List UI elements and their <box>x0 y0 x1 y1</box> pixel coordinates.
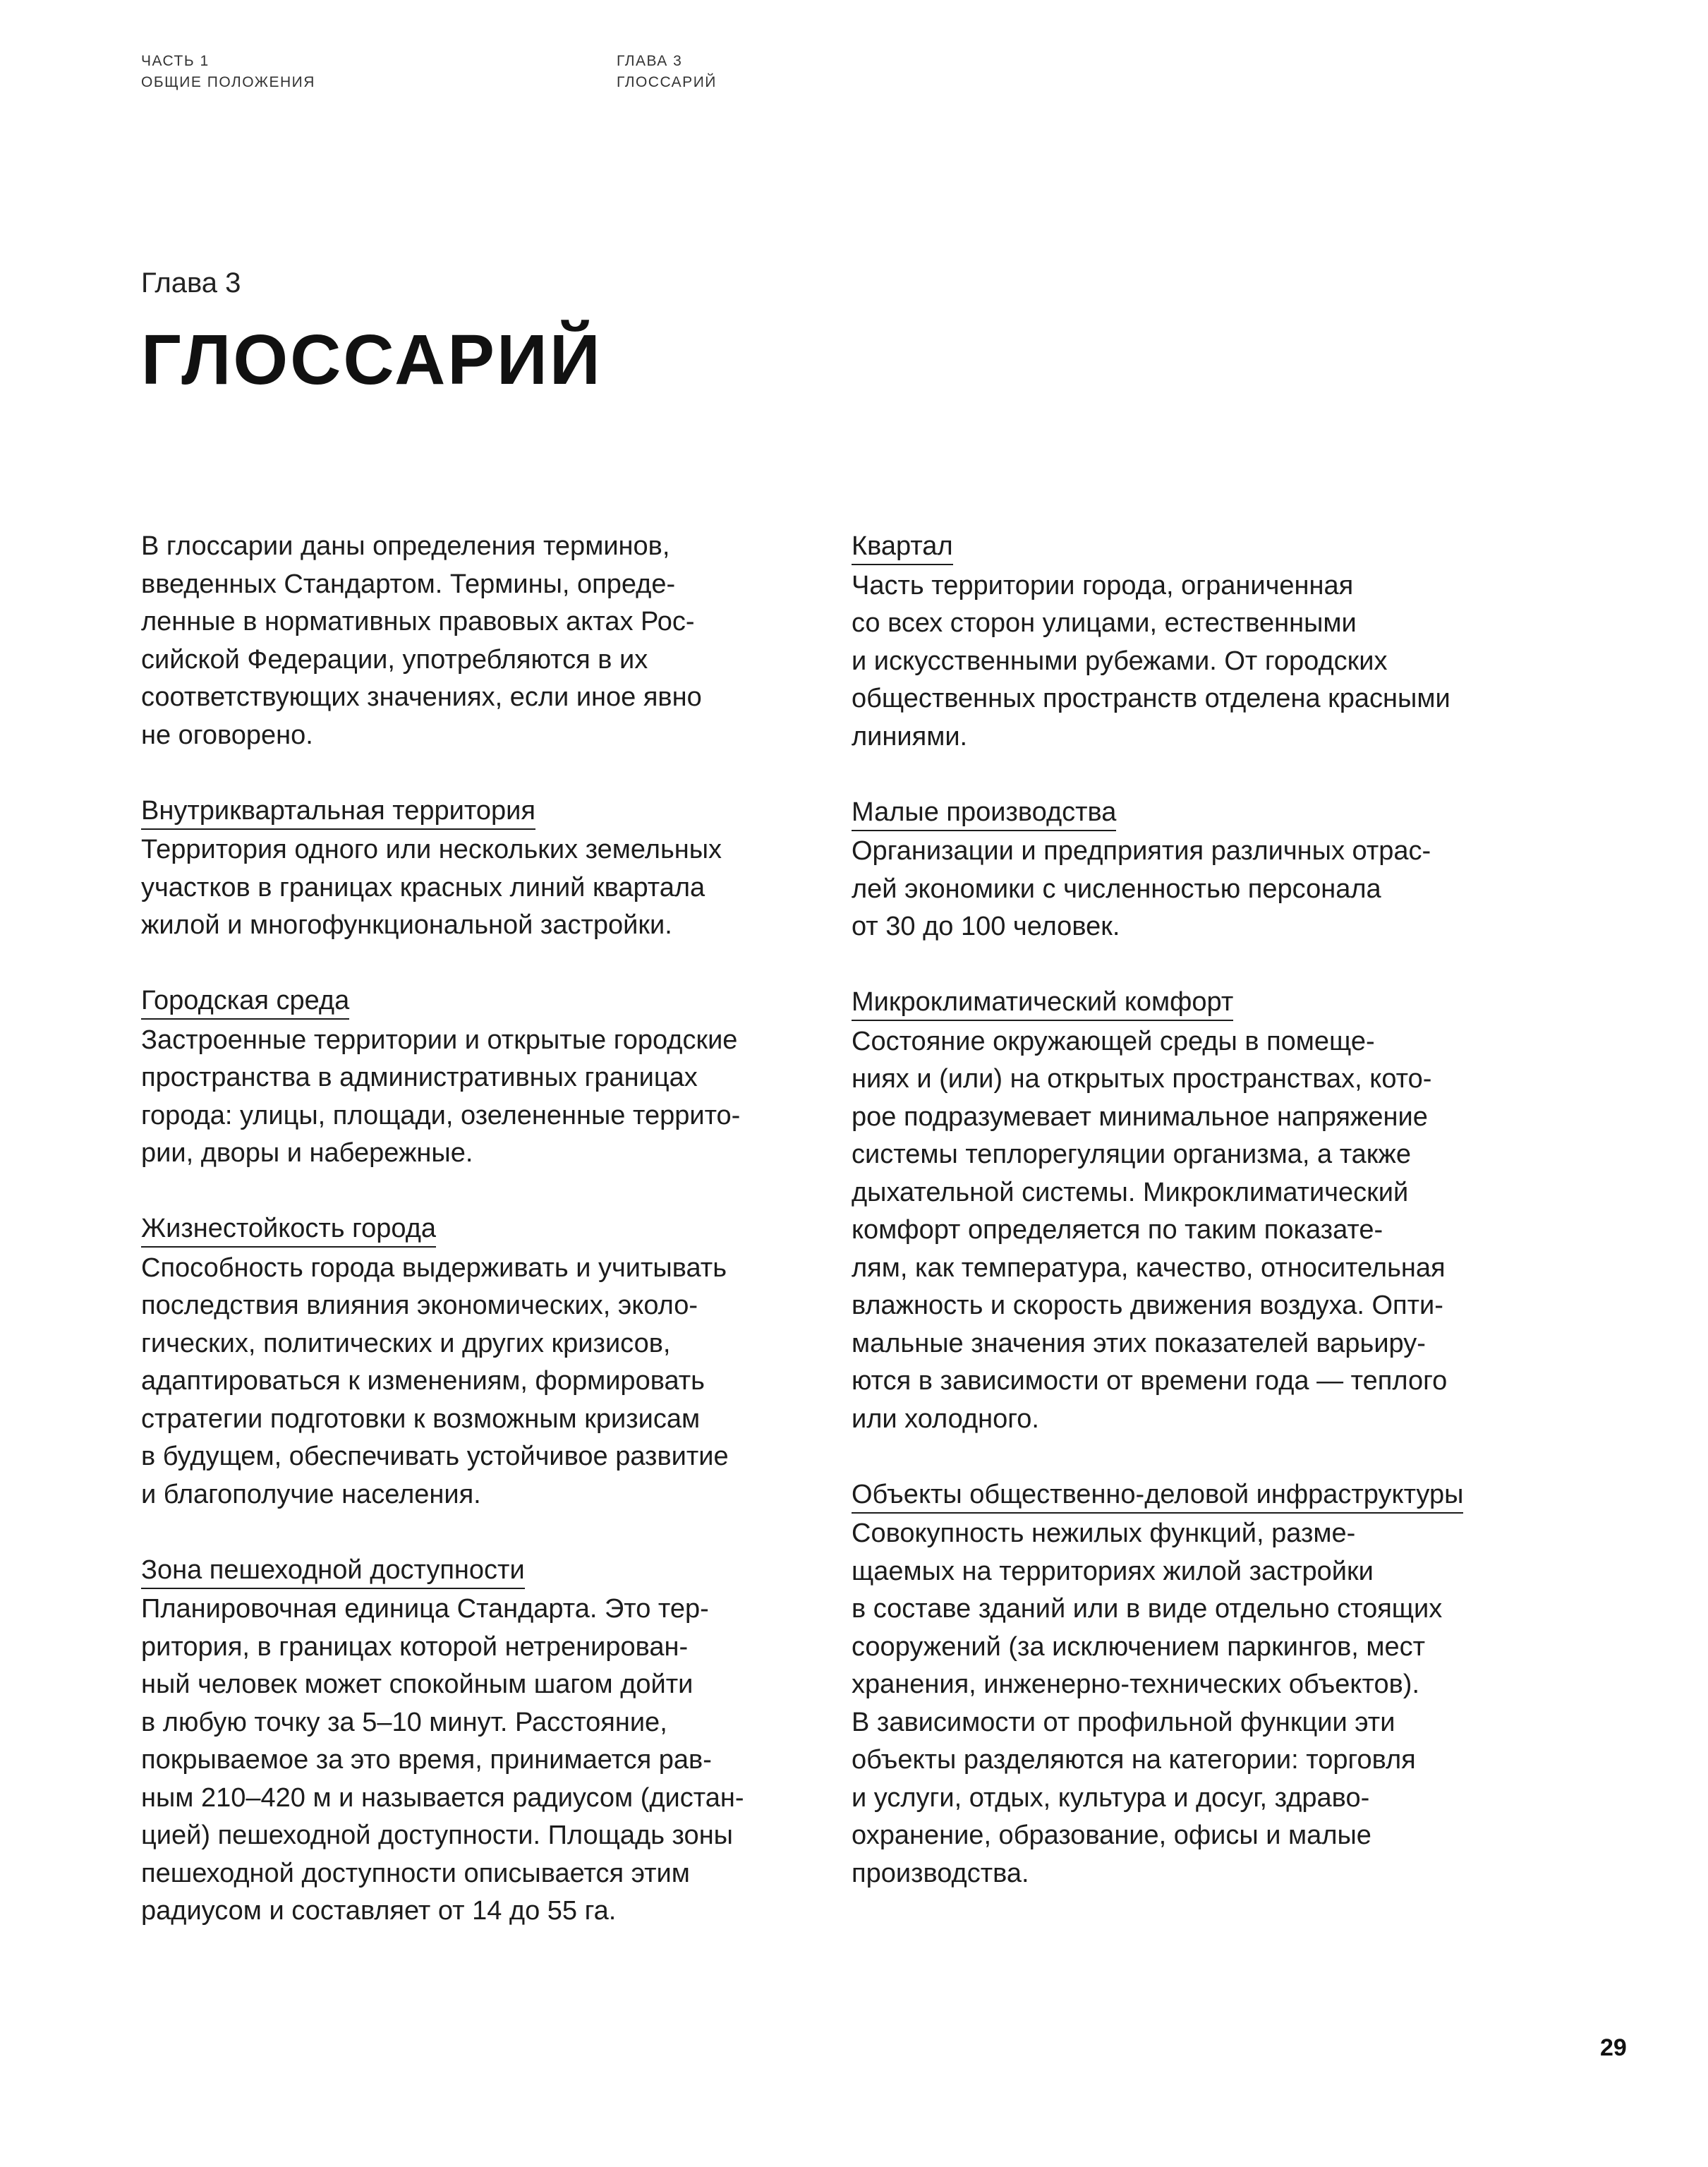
glossary-term: Квартал <box>852 529 953 565</box>
glossary-term: Жизнестойкость города <box>141 1212 436 1248</box>
running-head-part: ЧАСТЬ 1 <box>141 53 210 69</box>
running-head-part-title: ОБЩИЕ ПОЛОЖЕНИЯ <box>141 74 315 90</box>
glossary-term: Микроклиматический комфорт <box>852 985 1233 1021</box>
glossary-definition: Часть территории города, ограниченная со всех сторон улицами, естественными и искусственными рубежами. От городских общественных пространств отделена красными линиями. <box>852 570 1450 751</box>
glossary-term: Малые производства <box>852 795 1116 831</box>
right-column <box>852 528 1557 1931</box>
running-head-chapter: ГЛАВА 3 <box>617 53 683 69</box>
running-head-left <box>141 51 315 93</box>
glossary-definition: Способность города выдерживать и учитывать последствия влияния экономических, эколо- гических, политических и других кризисов, адаптироваться к изменениям, формировать стратегии подготовки к возможным кризисам в будущем, обеспечивать устойчивое развитие и благополучие населения. <box>141 1252 729 1509</box>
glossary-entry <box>141 1210 847 1514</box>
glossary-term: Зона пешеходной доступности <box>141 1553 525 1589</box>
glossary-definition: Организации и предприятия различных отрас- лей экономики с численностью персонала от 30 до 100 человек. <box>852 836 1431 941</box>
glossary-entry <box>141 792 847 945</box>
glossary-entry <box>852 528 1557 756</box>
glossary-definition: Совокупность нежилых функций, разме- щаемых на территориях жилой застройки в составе зданий или в виде отдельно стоящих сооружений (за исключением паркингов, мест хранения, инженерно-технических объектов). В зависимости от профильной функции эти объекты разделяются на категории: торговля и услуги, отдых, культура и досуг, здраво- охранение, образование, офисы и малые производства. <box>852 1519 1443 1888</box>
glossary-term: Внутриквартальная территория <box>141 794 535 830</box>
glossary-entry <box>852 1476 1557 1893</box>
left-column <box>141 528 847 1968</box>
page-number: 29 <box>1600 2034 1627 2061</box>
glossary-entry <box>141 982 847 1173</box>
glossary-entry <box>141 1552 847 1931</box>
glossary-entry <box>852 984 1557 1438</box>
running-head-right <box>617 51 717 93</box>
glossary-term: Объекты общественно-деловой инфраструктуры <box>852 1478 1463 1514</box>
glossary-definition: Состояние окружающей среды в помеще- ниях и (или) на открытых пространствах, кото- рое подразумевает минимальное напряжение системы теплорегуляции организма, а также дыхательной системы. Микроклиматический комфорт определяется по таким показате- лям, как температура, качество, относительная влажность и скорость движения воздуха. Опти- мальные значения этих показателей варьиру- ются в зависимости от времени года — теплого или холодного. <box>852 1026 1448 1434</box>
page-title: ГЛОССАРИЙ <box>141 320 602 399</box>
intro-paragraph: В глоссарии даны определения терминов, введенных Стандартом. Термины, опреде- ленные в нормативных правовых актах Рос- сийской Федерации, употребляются в их соответствующих значениях, если иное явно не оговорено. <box>141 531 702 750</box>
glossary-definition: Территория одного или нескольких земельных участков в границах красных линий квартала жилой и многофункциональной застройки. <box>141 835 722 940</box>
glossary-definition: Планировочная единица Стандарта. Это тер- ритория, в границах которой нетренирован- ный человек может спокойным шагом дойти в любую точку за 5–10 минут. Расстояние, покрываемое за это время, принимается рав- ным 210–420 м и называется радиусом (дистан- цией) пешеходной доступности. Площадь зоны пешеходной доступности описывается этим радиусом и составляет от 14 до 55 га. <box>141 1594 744 1926</box>
running-head-chapter-title: ГЛОССАРИЙ <box>617 74 717 90</box>
glossary-definition: Застроенные территории и открытые городские пространства в административных границах города: улицы, площади, озелененные террито- рии, дворы и набережные. <box>141 1025 741 1168</box>
glossary-term: Городская среда <box>141 984 349 1020</box>
glossary-entry <box>852 794 1557 946</box>
chapter-label: Глава 3 <box>141 267 241 298</box>
